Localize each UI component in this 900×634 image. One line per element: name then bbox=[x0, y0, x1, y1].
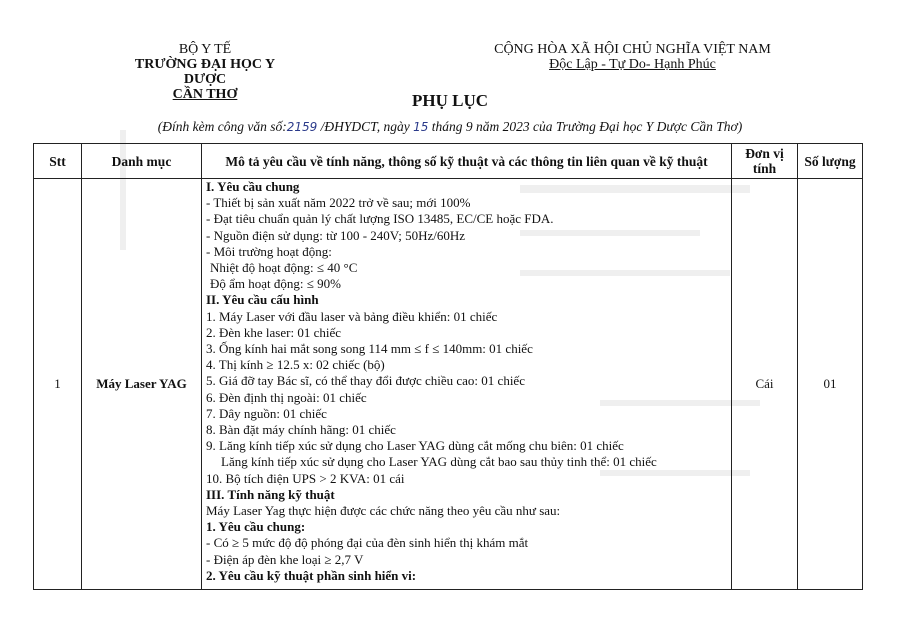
school-name-line2: CẦN THƠ bbox=[172, 87, 238, 102]
national-motto: Độc Lập - Tự Do- Hạnh Phúc bbox=[549, 57, 716, 72]
cell-unit: Cái bbox=[732, 179, 798, 590]
header-category: Danh mục bbox=[82, 144, 202, 179]
desc-line: 7. Dây nguồn: 01 chiếc bbox=[206, 405, 327, 421]
desc-line: - Môi trường hoạt động: bbox=[206, 243, 332, 259]
desc-line: III. Tính năng kỹ thuật bbox=[206, 486, 335, 502]
cell-stt: 1 bbox=[34, 179, 82, 590]
table-header-row bbox=[34, 144, 863, 179]
desc-line: 1. Yêu cầu chung: bbox=[206, 519, 306, 535]
cell-description bbox=[202, 179, 732, 590]
desc-line: 4. Thị kính ≥ 12.5 x: 02 chiếc (bộ) bbox=[206, 357, 385, 373]
table-row bbox=[34, 179, 863, 590]
nation-name: CỘNG HÒA XÃ HỘI CHỦ NGHĨA VIỆT NAM bbox=[494, 42, 771, 57]
header-unit bbox=[732, 144, 798, 179]
desc-line: 6. Đèn định thị ngoài: 01 chiếc bbox=[206, 389, 367, 405]
header-unit-line2: tính bbox=[752, 161, 777, 176]
cell-category: Máy Laser YAG bbox=[82, 179, 202, 590]
desc-line: 3. Ống kính hai mắt song song 114 mm ≤ f ≤ 140mm: 01 chiếc bbox=[206, 341, 533, 357]
subtitle-suffix: tháng 9 năm 2023 của Trường Đại học Y Dược Cần Thơ) bbox=[428, 119, 743, 134]
desc-line: 9. Lăng kính tiếp xúc sử dụng cho Laser YAG dùng cắt mống chu biên: 01 chiếc bbox=[206, 438, 624, 454]
header-right bbox=[460, 42, 805, 72]
desc-line: Máy Laser Yag thực hiện được các chức năng theo yêu cầu như sau: bbox=[206, 503, 561, 519]
desc-line: - Đạt tiêu chuẩn quản lý chất lượng ISO 13485, EC/CE hoặc FDA. bbox=[206, 211, 554, 227]
handwritten-doc-number: 2159 bbox=[286, 120, 318, 134]
desc-line: 2. Yêu cầu kỹ thuật phần sinh hiển vi: bbox=[206, 567, 417, 583]
desc-line: Độ ẩm hoạt động: ≤ 90% bbox=[210, 276, 341, 292]
cell-quantity: 01 bbox=[798, 179, 863, 590]
desc-line: II. Yêu cầu cấu hình bbox=[206, 292, 319, 308]
desc-line: - Có ≥ 5 mức độ độ phóng đại của đèn sinh hiển thị khám mắt bbox=[206, 535, 529, 551]
ministry-name: BỘ Y TẾ bbox=[178, 42, 232, 57]
handwritten-day: 15 bbox=[413, 120, 429, 134]
desc-line: Nhiệt độ hoạt động: ≤ 40 °C bbox=[210, 260, 358, 276]
desc-line: 1. Máy Laser với đầu laser và bảng điều khiển: 01 chiếc bbox=[206, 308, 498, 324]
header-description: Mô tả yêu cầu về tính năng, thông số kỹ thuật và các thông tin liên quan về kỹ thuật bbox=[202, 144, 732, 179]
desc-line: - Điện áp đèn khe loại ≥ 2,7 V bbox=[206, 551, 364, 567]
header-quantity: Số lượng bbox=[798, 144, 863, 179]
desc-line: Lăng kính tiếp xúc sử dụng cho Laser YAG dùng cắt bao sau thủy tinh thể: 01 chiếc bbox=[221, 454, 657, 470]
desc-line: I. Yêu cầu chung bbox=[206, 179, 300, 194]
header-stt: Stt bbox=[34, 144, 82, 179]
desc-line: 8. Bàn đặt máy chính hãng: 01 chiếc bbox=[206, 422, 396, 438]
desc-line: 10. Bộ tích điện UPS > 2 KVA: 01 cái bbox=[206, 470, 405, 486]
desc-line: - Nguồn điện sử dụng: từ 100 - 240V; 50Hz/60Hz bbox=[206, 227, 466, 243]
school-name-line1: TRƯỜNG ĐẠI HỌC Y DƯỢC bbox=[134, 57, 276, 87]
desc-line: 2. Đèn khe laser: 01 chiếc bbox=[206, 324, 342, 340]
desc-line: 5. Giá đỡ tay Bác sĩ, có thể thay đổi được chiều cao: 01 chiếc bbox=[206, 373, 525, 389]
header-unit-line1: Đơn vị bbox=[745, 146, 784, 161]
subtitle-mid: /ĐHYDCT, ngày bbox=[317, 119, 414, 134]
desc-line: - Thiết bị sản xuất năm 2022 trở về sau; mới 100% bbox=[206, 195, 471, 211]
subtitle-prefix: (Đính kèm công văn số: bbox=[157, 119, 287, 134]
document-subtitle bbox=[0, 119, 900, 135]
spec-table bbox=[33, 143, 863, 590]
document-title: PHỤ LỤC bbox=[411, 91, 489, 110]
